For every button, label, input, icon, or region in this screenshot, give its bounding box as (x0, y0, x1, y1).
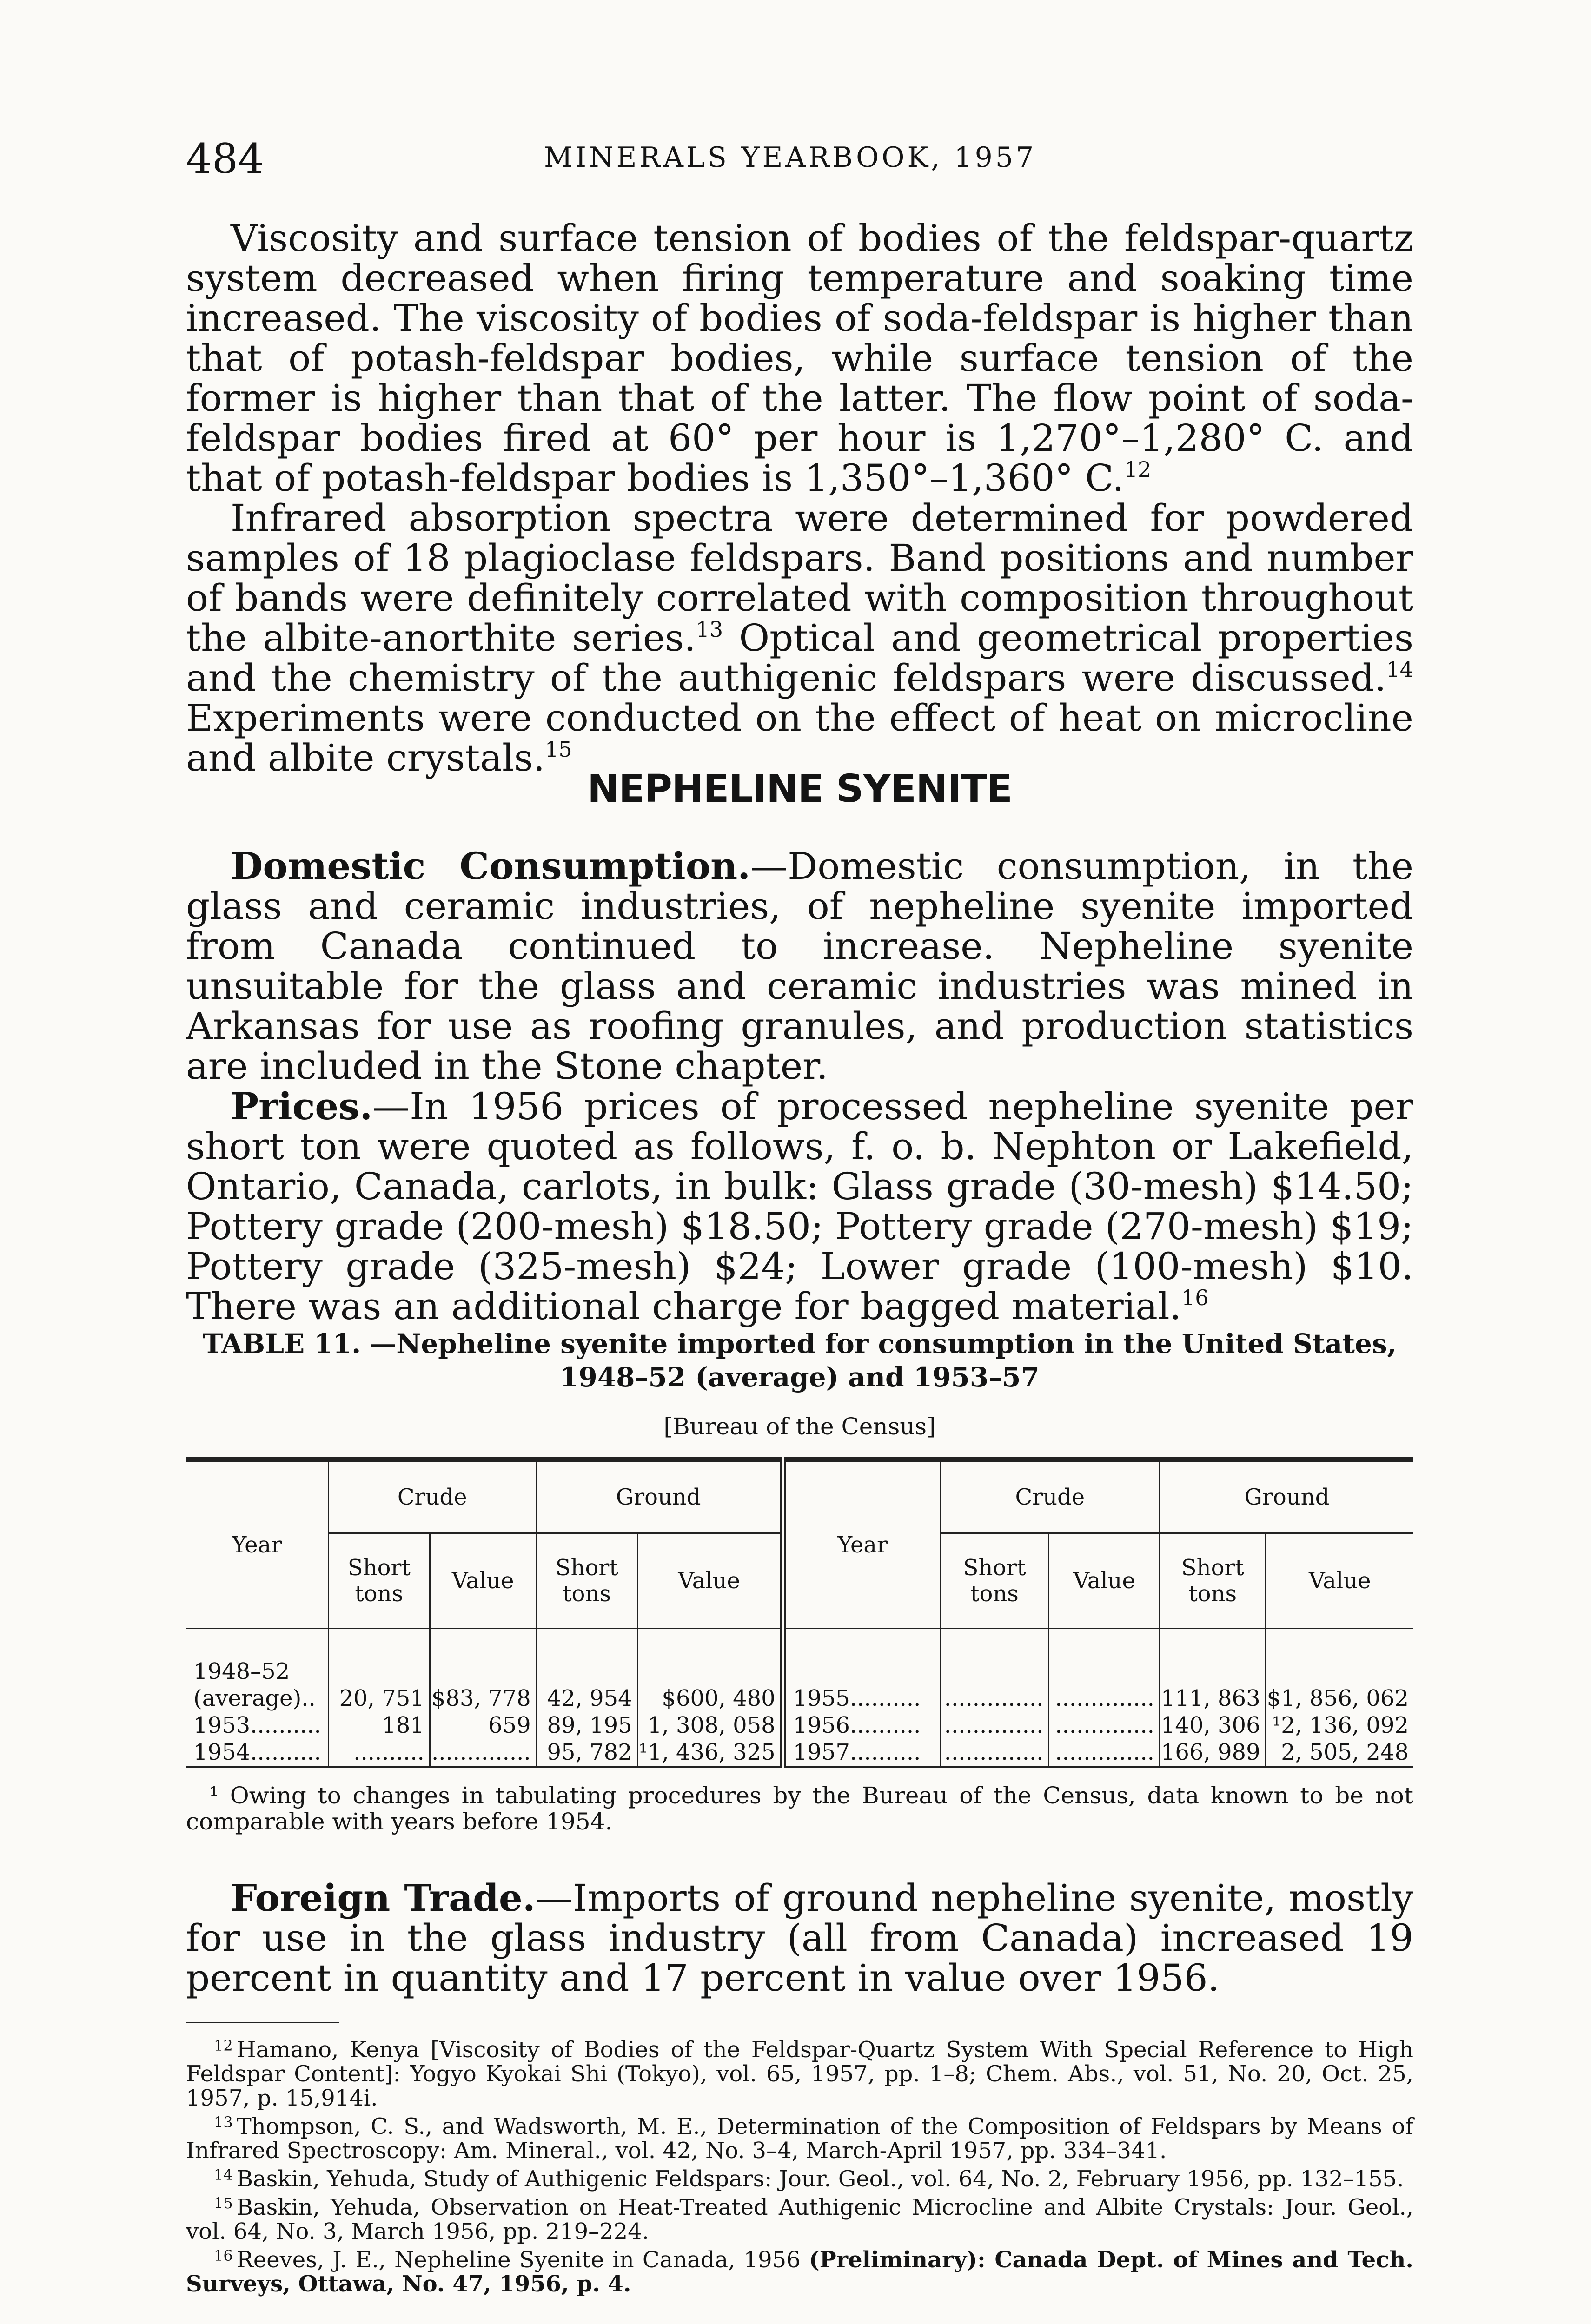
table-title-text: —Nepheline syenite imported for consumption in the United States, (369, 1328, 1397, 1360)
year-cell: (average).. (186, 1685, 328, 1712)
table-row (186, 1658, 1413, 1685)
crude-tons-cell: .............. (940, 1685, 1049, 1712)
crude-value-cell: $83, 778 (430, 1685, 536, 1712)
paragraph-lead: Foreign Trade. (231, 1876, 536, 1920)
footnote-text: Baskin, Yehuda, Observation on Heat-Treated Authigenic Microcline and Albite Crystals: Jour. Geol., vol. 64, No. 3, March 1956, pp. 219–224. (186, 2194, 1413, 2245)
year-cell: 1956.......... (783, 1712, 941, 1739)
foreign-trade-section (186, 1878, 1413, 1998)
table-title (186, 1327, 1413, 1394)
header-crude: Crude (328, 1459, 536, 1533)
header-short-tons: Short tons (536, 1533, 637, 1629)
footnote-text: Baskin, Yehuda, Study of Authigenic Feldspars: Jour. Geol., vol. 64, No. 2, February 1956, pp. 132–155. (236, 2166, 1404, 2192)
page-number: 484 (186, 135, 264, 183)
table-title-line-1 (186, 1327, 1413, 1360)
paragraph-text: Experiments were conducted on the effect of heat on microcline and albite crystals. (186, 696, 1413, 779)
header-value: Value (1266, 1533, 1413, 1629)
crude-value-cell: 659 (430, 1712, 536, 1739)
paragraph-foreign-trade (186, 1878, 1413, 1998)
crude-tons-cell: .............. (940, 1712, 1049, 1739)
footnote-ref: 12 (1124, 457, 1152, 482)
footnote-15 (186, 2191, 1413, 2244)
ground-tons-cell: 111, 863 (1160, 1685, 1266, 1712)
crude-value-cell: .............. (430, 1739, 536, 1767)
paragraph-prices (186, 1086, 1413, 1327)
crude-value-cell: .............. (1049, 1739, 1160, 1767)
footnote-text: Reeves, J. E., Nepheline Syenite in Canada, 1956 (236, 2247, 809, 2273)
imports-table (186, 1457, 1413, 1768)
table-row (186, 1712, 1413, 1739)
table-title-line-2: 1948–52 (average) and 1953–57 (560, 1361, 1040, 1393)
section-heading: NEPHELINE SYENITE (587, 767, 1012, 811)
paragraph-text: Optical and geometrical properties and the chemistry of the authigenic feldspars were discussed. (186, 616, 1413, 700)
table-label: TABLE 11. (203, 1328, 361, 1360)
ground-value-cell (1266, 1658, 1413, 1685)
year-cell: 1955.......... (783, 1685, 941, 1712)
footnote-mark: 12 (214, 2037, 233, 2054)
paragraph-lead: Domestic Consumption. (231, 844, 751, 888)
footnote-14 (186, 2163, 1413, 2191)
ground-tons-cell: 140, 306 (1160, 1712, 1266, 1739)
paragraph-text: —Domestic consumption, in the glass and ceramic industries, of nepheline syenite imported from Canada continued to increase. Nepheline syenite unsuitable for the glass and ceramic industries was mined in Arkansas for use as roofing granules, and production statistics are included in the Stone chapter. (186, 845, 1413, 1088)
year-cell (783, 1658, 941, 1685)
year-cell: 1954.......... (186, 1739, 328, 1767)
crude-value-cell (1049, 1658, 1160, 1685)
crude-tons-cell: .............. (940, 1739, 1049, 1767)
running-title: MINERALS YEARBOOK, 1957 (544, 141, 1037, 174)
header-short-tons: Short tons (328, 1533, 430, 1629)
footnote-divider (186, 2022, 339, 2023)
footnote-16 (186, 2244, 1413, 2296)
footnote-text: Thompson, C. S., and Wadsworth, M. E., Determination of the Composition of Feldspars by Means of Infrared Spectroscopy: Am. Mineral., vol. 42, No. 3–4, March-April 1957, pp. 334–341. (186, 2113, 1413, 2164)
ground-tons-cell: 42, 954 (536, 1685, 637, 1712)
header-crude: Crude (940, 1459, 1160, 1533)
intro-section (186, 218, 1413, 778)
footnote-ref: 14 (1386, 657, 1413, 682)
paragraph-text: Infrared absorption spectra were determined for powdered samples of 18 plagioclase feldspars. Band positions and number of bands were definitely correlated with composition throughout the albite-anorthite series. (186, 496, 1413, 660)
year-cell: 1948–52 (186, 1658, 328, 1685)
ground-tons-cell: 95, 782 (536, 1739, 637, 1767)
footnote-mark: 14 (214, 2166, 233, 2184)
footnote-text-bold: (Preliminary): Canada Dept. of Mines and Tech. Surveys, Ottawa, No. 47, 1956, p. 4. (186, 2247, 1413, 2297)
footnote-mark: 13 (214, 2113, 233, 2131)
ground-value-cell: 2, 505, 248 (1266, 1739, 1413, 1767)
crude-value-cell: .............. (1049, 1712, 1160, 1739)
footnote-mark: 16 (214, 2247, 233, 2265)
table-footnote: ¹ Owing to changes in tabulating procedures by the Bureau of the Census, data known to be not comparable with years before 1954. (186, 1782, 1413, 1835)
header-value: Value (430, 1533, 536, 1629)
header-ground: Ground (1160, 1459, 1413, 1533)
header-short-tons: Short tons (940, 1533, 1049, 1629)
footnote-12 (186, 2034, 1413, 2110)
crude-tons-cell: 181 (328, 1712, 430, 1739)
footnote-ref: 16 (1181, 1285, 1209, 1310)
paragraph-infrared (186, 498, 1413, 778)
header-short-tons: Short tons (1160, 1533, 1266, 1629)
ground-value-cell: $1, 856, 062 (1266, 1685, 1409, 1711)
header-year: Year (186, 1459, 328, 1629)
footnote-ref: 13 (696, 617, 723, 642)
ground-value-cell: ¹1, 436, 325 (637, 1739, 783, 1767)
ground-tons-cell: 89, 195 (536, 1712, 637, 1739)
crude-tons-cell: .......... (328, 1739, 430, 1767)
table-body (186, 1629, 1413, 1767)
year-cell: 1953.......... (186, 1712, 328, 1739)
crude-tons-cell (328, 1658, 430, 1685)
header-ground: Ground (536, 1459, 783, 1533)
paragraph-lead: Prices. (231, 1084, 373, 1128)
footnotes (186, 2034, 1413, 2296)
year-cell: 1957.......... (783, 1739, 941, 1767)
crude-tons-cell (940, 1658, 1049, 1685)
running-head (186, 135, 1413, 186)
crude-value-cell: .............. (1049, 1685, 1160, 1712)
crude-tons-cell: 20, 751 (328, 1685, 430, 1712)
nepheline-section (186, 846, 1413, 1327)
ground-value-cell (637, 1658, 783, 1685)
table-row (186, 1685, 1413, 1712)
ground-tons-cell: 166, 989 (1160, 1739, 1266, 1767)
header-value: Value (1049, 1533, 1160, 1629)
ground-value-cell: $600, 480 (637, 1685, 783, 1712)
footnote-mark: 15 (214, 2194, 233, 2212)
header-year: Year (783, 1459, 941, 1629)
paragraph-viscosity (186, 218, 1413, 498)
ground-value-cell: ¹2, 136, 092 (1272, 1712, 1409, 1738)
table-source: [Bureau of the Census] (663, 1413, 936, 1440)
paragraph-text: Viscosity and surface tension of bodies of the feldspar-quartz system decreased when firing temperature and soaking time increased. The viscosity of bodies of soda-feldspar is higher than that of potash-feldspar bodies, while surface tension of the former is higher than that of the latter. The flow point of soda-feldspar bodies fired at 60° per hour is 1,270°–1,280° C. and that of potash-feldspar bodies is 1,350°–1,360° C. (186, 217, 1413, 500)
footnote-text: Hamano, Kenya [Viscosity of Bodies of the Feldspar-Quartz System With Special Reference to High Feldspar Content]: Yogyo Kyokai Shi (Tokyo), vol. 65, 1957, pp. 1–8; Chem. Abs., vol. 51, No. 20, Oct. 25, 1957, p. 15,914i. (186, 2037, 1413, 2111)
paragraph-text: —Imports of ground nepheline syenite, mostly for use in the glass industry (all from Canada) increased 19 percent in quantity and 17 percent in value over 1956. (186, 1876, 1413, 2000)
ground-tons-cell (536, 1658, 637, 1685)
paragraph-text: —In 1956 prices of processed nepheline syenite per short ton were quoted as follows, f. o. b. Nephton or Lakefield, Ontario, Canada, carlots, in bulk: Glass grade (30-mesh) $14.50; Pottery grade (200-mesh) $18.50; Pottery grade (270-mesh) $19; Pottery grade (325-mesh) $24; Lower grade (100-mesh) $10. There was an additional charge for bagged material. (186, 1085, 1413, 1328)
ground-tons-cell (1160, 1658, 1266, 1685)
ground-value-cell: 1, 308, 058 (637, 1712, 783, 1739)
header-value: Value (637, 1533, 783, 1629)
paragraph-domestic-consumption (186, 846, 1413, 1086)
crude-value-cell (430, 1658, 536, 1685)
footnote-ref: 15 (545, 737, 572, 762)
footnote-13 (186, 2110, 1413, 2163)
table-row (186, 1739, 1413, 1767)
